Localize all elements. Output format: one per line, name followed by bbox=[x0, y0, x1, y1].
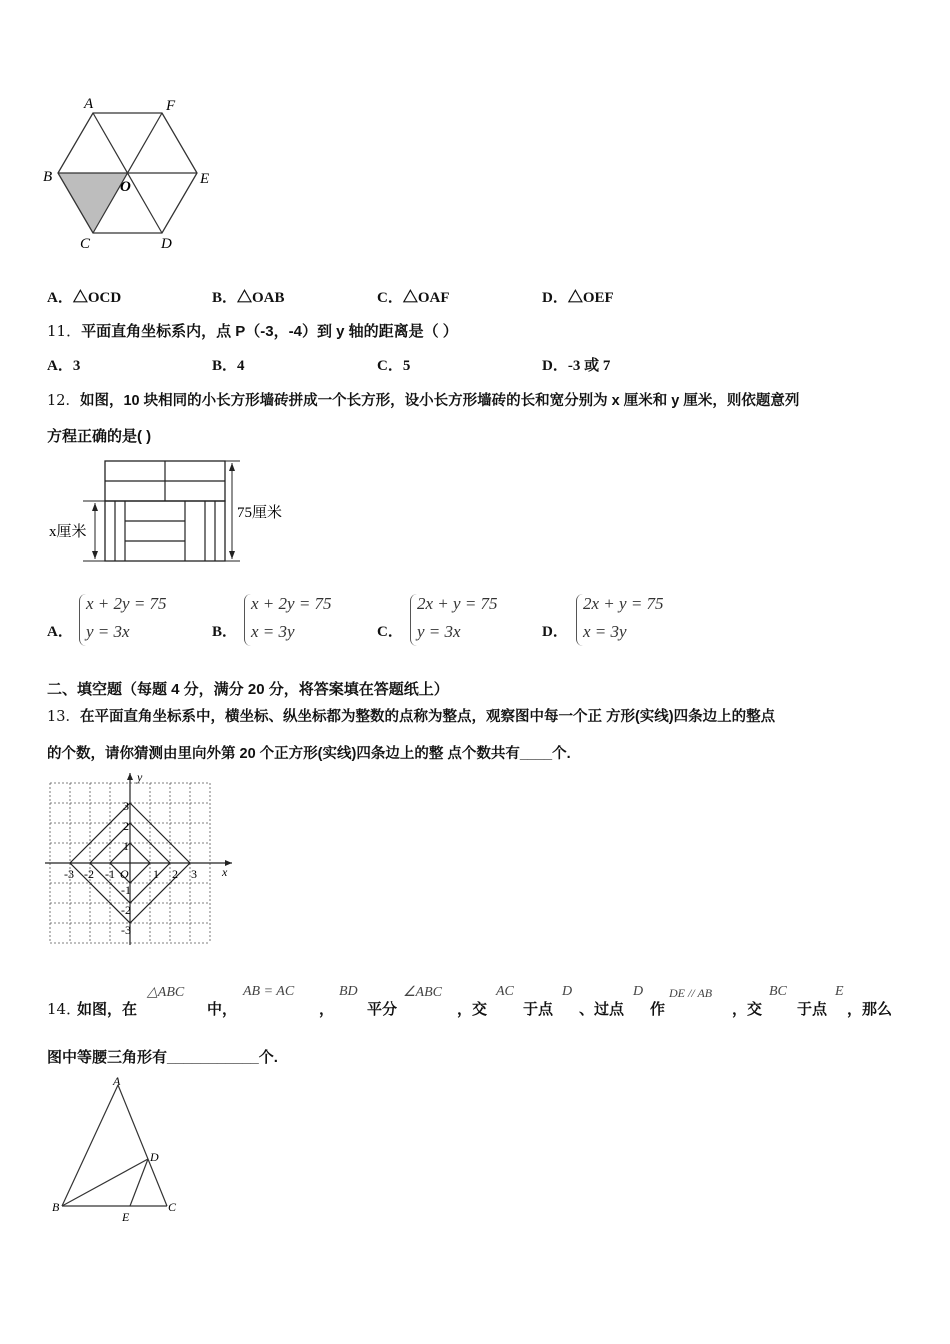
q10-option-d: D．△OEF bbox=[542, 290, 614, 306]
shaded-triangle-boc bbox=[58, 173, 127, 233]
y-tick-neg2: -2 bbox=[121, 903, 131, 917]
q12-option-b-letter: B． bbox=[212, 624, 238, 640]
q11-stem: 11．平面直角坐标系内，点 P（-3，-4）到 y 轴的距离是（ ） bbox=[47, 322, 458, 340]
label-75-cm: 75厘米 bbox=[237, 505, 283, 521]
q12-stem-line1: 12．如图，10 块相同的小长方形墙砖拼成一个长方形，设小长方形墙砖的长和宽分别为 x 厘米和 y 厘米，则依题意列 bbox=[47, 393, 800, 409]
y-tick-1: 1 bbox=[123, 839, 129, 853]
q12-option-b-eq2: x = 3y bbox=[251, 622, 295, 641]
x-tick-3: 3 bbox=[191, 867, 197, 881]
q10-option-b: B．△OAB bbox=[212, 290, 285, 306]
q10-option-c: C．△OAF bbox=[377, 290, 450, 306]
tri-label-a: A bbox=[113, 1075, 121, 1088]
label-a: A bbox=[84, 96, 94, 112]
y-tick-neg1: -1 bbox=[121, 883, 131, 897]
label-o: O bbox=[120, 179, 131, 195]
q12-option-c-letter: C． bbox=[377, 624, 403, 640]
triangle-figure bbox=[52, 1075, 192, 1225]
q12-option-c-eq2: y = 3x bbox=[417, 622, 461, 641]
y-tick-2: 2 bbox=[123, 819, 129, 833]
tri-label-b: B bbox=[52, 1200, 60, 1214]
q13-stem-line2: 的个数，请你猜测由里向外第 20 个正方形(实线)四条边上的整 点个数共有____个. bbox=[47, 746, 571, 762]
y-tick-neg3: -3 bbox=[121, 923, 131, 937]
q12-option-d-letter: D． bbox=[542, 624, 568, 640]
tri-label-e: E bbox=[122, 1210, 130, 1224]
label-x-cm: x厘米 bbox=[49, 524, 87, 540]
q12-option-d-eq1: 2x + y = 75 bbox=[583, 594, 664, 613]
q12-stem-line2: 方程正确的是( ) bbox=[47, 428, 152, 445]
x-axis-label: x bbox=[222, 865, 228, 879]
q12-option-a-eq2: y = 3x bbox=[86, 622, 130, 641]
label-d: D bbox=[161, 236, 172, 252]
q13-stem-line1: 13．在平面直角坐标系中，横坐标、纵坐标都为整数的点称为整点，观察图中每一个正 方形(实线)四条边上的整点 bbox=[47, 709, 776, 725]
x-tick-neg2: -2 bbox=[84, 867, 94, 881]
hexagon-figure bbox=[40, 95, 225, 255]
x-tick-neg1: -1 bbox=[105, 867, 115, 881]
x-tick-neg3: -3 bbox=[64, 867, 74, 881]
label-c: C bbox=[80, 236, 91, 252]
label-f: F bbox=[166, 98, 176, 114]
label-b: B bbox=[43, 169, 53, 185]
q14-stem-line1: 14． 如图，在 △ABC 中， AB = AC ， BD 平分 ∠ABC ，交 AC 于点 D 、过点 D 作 DE // AB ，交 BC 于点 E ，那么 bbox=[47, 984, 893, 1018]
x-tick-1: 1 bbox=[153, 867, 159, 881]
q11-option-a: A．3 bbox=[47, 358, 81, 374]
q11-option-b: B．4 bbox=[212, 358, 245, 374]
q12-option-a-letter: A． bbox=[47, 624, 73, 640]
q12-option-a-eq1: x + 2y = 75 bbox=[86, 594, 167, 613]
y-axis-label: y bbox=[137, 770, 143, 784]
section-2-title: 二、填空题（每题 4 分，满分 20 分，将答案填在答题纸上） bbox=[47, 681, 449, 698]
tri-label-d: D bbox=[150, 1150, 159, 1164]
q11-option-c: C．5 bbox=[377, 358, 411, 374]
y-tick-3: 3 bbox=[123, 799, 129, 813]
q12-option-b-eq1: x + 2y = 75 bbox=[251, 594, 332, 613]
label-e: E bbox=[200, 171, 210, 187]
coordinate-grid-figure bbox=[42, 770, 242, 950]
q11-option-d: D．-3 或 7 bbox=[542, 358, 611, 374]
x-tick-2: 2 bbox=[172, 867, 178, 881]
brick-figure bbox=[45, 458, 295, 570]
tri-label-c: C bbox=[168, 1200, 177, 1214]
q12-option-c-eq1: 2x + y = 75 bbox=[417, 594, 498, 613]
origin-label: O bbox=[120, 867, 129, 881]
q10-option-a: A．△OCD bbox=[47, 290, 122, 306]
q12-option-d-eq2: x = 3y bbox=[583, 622, 627, 641]
q14-stem-line2: 图中等腰三角形有___________个. bbox=[47, 1049, 278, 1066]
